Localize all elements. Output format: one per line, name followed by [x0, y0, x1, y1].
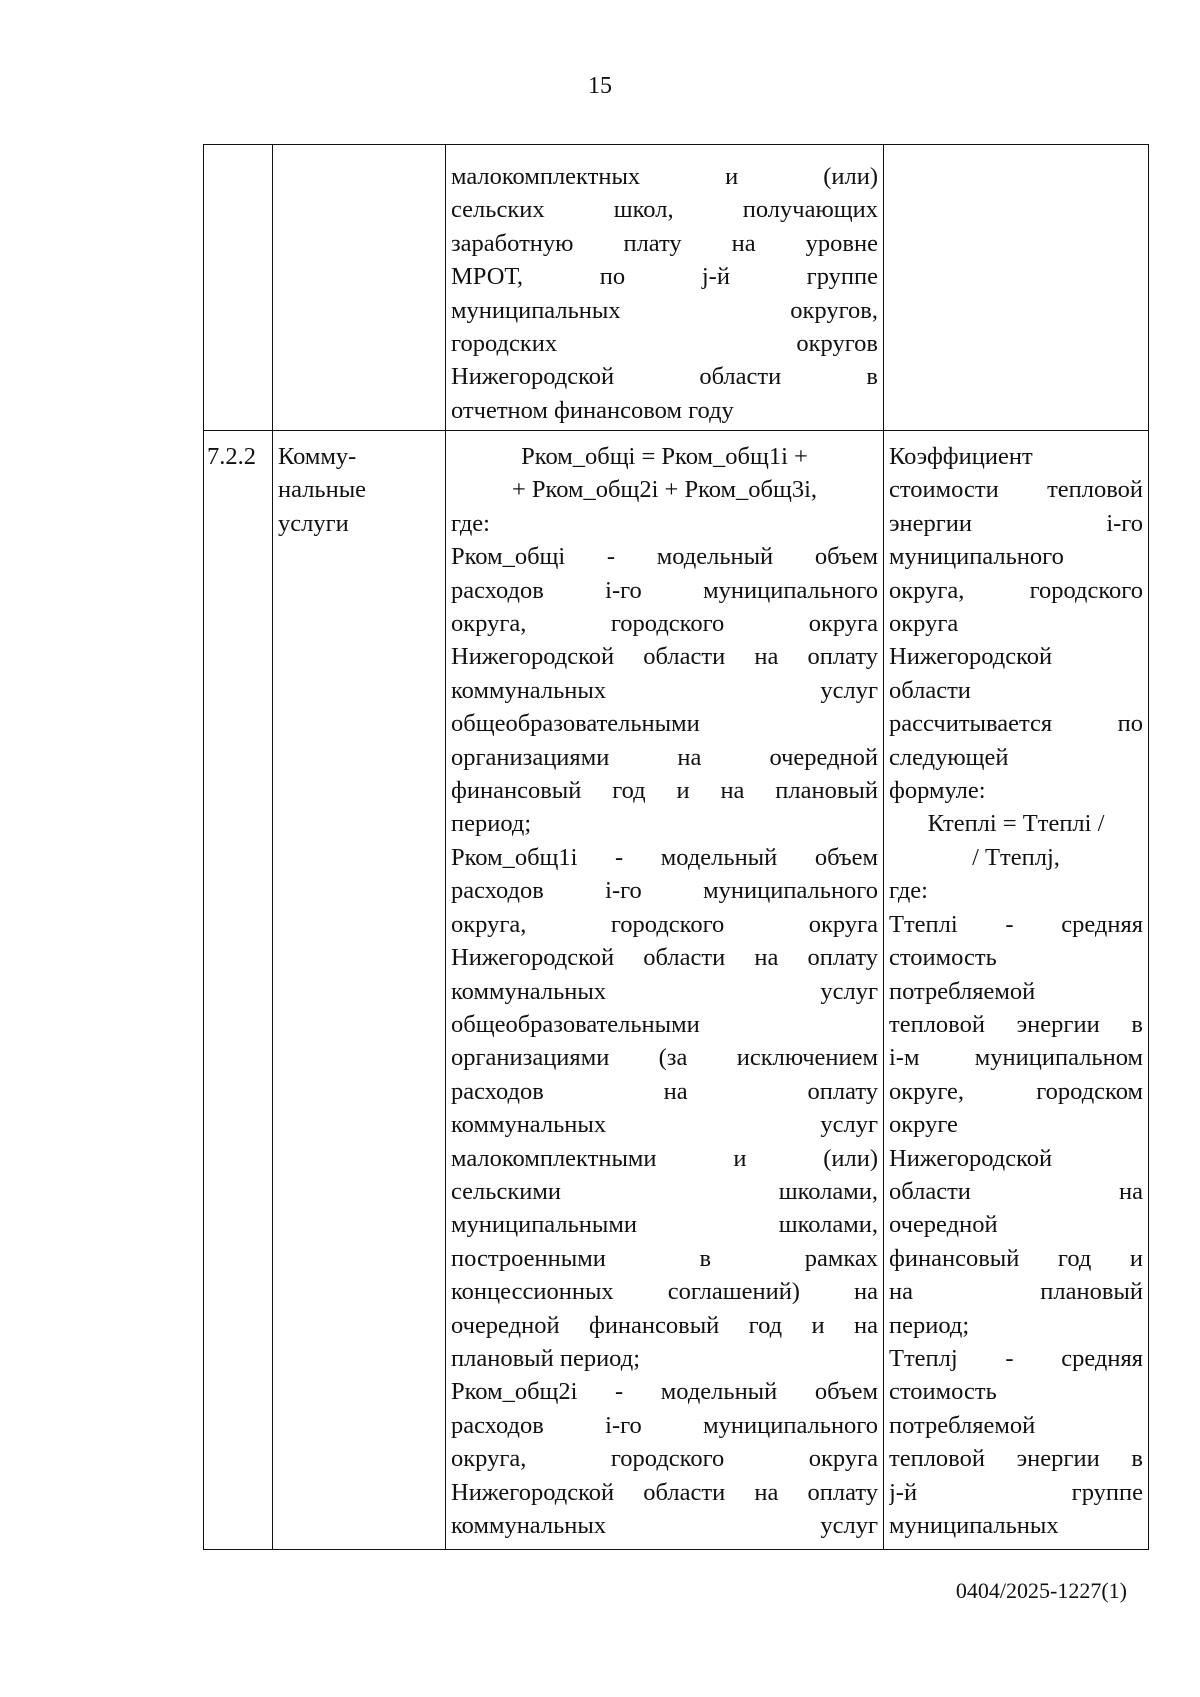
text-line: округа, городского округа: [451, 610, 878, 638]
text-line: округа, городского округа: [451, 1445, 878, 1473]
text-line: потребляемой: [889, 977, 1036, 1005]
table-row-7-2-2: [204, 431, 1149, 1550]
text-line: общеобразовательными: [451, 710, 700, 738]
text-line: малокомплектными и (или): [451, 1144, 878, 1172]
text-line: заработную плату на уровне: [451, 229, 878, 257]
text-line: период;: [451, 810, 532, 838]
description-text: [446, 431, 883, 1542]
description-cell: [446, 145, 884, 431]
text-line: расходов i-го муниципального: [451, 1411, 878, 1439]
text-line: нальные: [278, 476, 367, 504]
text-line: МРОТ, по j-й группе: [451, 263, 878, 291]
text-line: сельских школ, получающих: [451, 196, 878, 224]
text-line: округе, городском: [889, 1077, 1143, 1105]
methodology-table: [203, 144, 1149, 1550]
text-line: муниципальных: [889, 1512, 1059, 1539]
text-line: округе: [889, 1111, 958, 1139]
text-line: организациями (за исключением: [451, 1044, 878, 1072]
text-line: округа, городского округа: [451, 910, 878, 938]
text-line: плановый период;: [451, 1344, 641, 1372]
text-line: формуле:: [889, 777, 986, 805]
text-line: расходов i-го муниципального: [451, 576, 878, 604]
text-line: Ктеплi = Ттеплi /: [927, 810, 1105, 838]
text-line: расходов на оплату: [451, 1077, 878, 1105]
text-line: энергии i-го: [889, 509, 1143, 537]
text-line: области: [889, 676, 971, 704]
text-line: Нижегородской области на оплату: [451, 1478, 878, 1506]
text-line: концессионных соглашений) на: [451, 1278, 878, 1306]
text-line: округа, городского: [889, 576, 1143, 604]
text-line: тепловой энергии в: [889, 1010, 1143, 1038]
text-line: где:: [451, 509, 490, 537]
row-number-cell: [204, 431, 273, 1550]
expense-name-text: [273, 431, 445, 540]
text-line: Рком_общi - модельный объем: [451, 543, 878, 571]
document-code: 0404/2025-1227(1): [955, 1578, 1127, 1603]
text-line: сельскими школами,: [451, 1177, 878, 1205]
text-line: округа: [889, 610, 959, 638]
text-line: коммунальных услуг: [451, 1512, 878, 1539]
row-number-cell: [204, 145, 273, 431]
text-line: Ттеплj - средняя: [889, 1344, 1143, 1372]
text-line: городских округов: [451, 330, 878, 358]
text-line: рассчитывается по: [889, 710, 1143, 738]
text-line: Нижегородской области в: [451, 363, 878, 391]
text-line: Рком_общ2i - модельный объем: [451, 1378, 878, 1406]
text-line: тепловой энергии в: [889, 1445, 1143, 1473]
text-line: Рком_общi = Рком_общ1i +: [521, 443, 808, 470]
text-line: общеобразовательными: [451, 1010, 700, 1038]
coefficient-note-text: [884, 431, 1148, 1542]
text-line: Нижегородской области на оплату: [451, 944, 878, 972]
text-line: стоимость: [889, 1378, 997, 1406]
text-line: Нижегородской: [889, 643, 1053, 671]
expense-name-cell: [273, 431, 446, 1550]
description-text: [446, 145, 883, 427]
description-cell: [446, 431, 884, 1550]
text-line: стоимости тепловой: [889, 476, 1143, 504]
text-line: коммунальных услуг: [451, 1111, 878, 1139]
note-cell: [884, 145, 1149, 431]
row-number: 7.2.2: [207, 443, 256, 470]
text-line: коммунальных услуг: [451, 977, 878, 1005]
text-line: организациями на очередной: [451, 743, 878, 771]
text-line: построенными в рамках: [451, 1244, 878, 1272]
text-line: j-й группе: [889, 1478, 1143, 1506]
table-row-continuation: [204, 145, 1149, 431]
text-line: Ттеплi - средняя: [889, 910, 1143, 938]
page-number: 15: [588, 73, 612, 99]
text-line: Коэффициент: [889, 443, 1033, 470]
text-line: стоимость: [889, 944, 997, 972]
text-line: Рком_общ1i - модельный объем: [451, 843, 878, 871]
text-line: коммунальных услуг: [451, 676, 878, 704]
text-line: финансовый год и: [889, 1244, 1143, 1272]
text-line: где:: [889, 877, 928, 905]
text-line: муниципальными школами,: [451, 1211, 878, 1239]
text-line: расходов i-го муниципального: [451, 877, 878, 905]
text-line: очередной: [889, 1211, 998, 1239]
text-line: Нижегородской области на оплату: [451, 643, 878, 671]
text-line: следующей: [889, 743, 1009, 771]
text-line: очередной финансовый год и на: [451, 1311, 878, 1339]
expense-name-cell: [273, 145, 446, 431]
text-line: потребляемой: [889, 1411, 1036, 1439]
text-line: услуги: [278, 509, 349, 537]
text-line: отчетном финансовом году: [451, 396, 734, 424]
text-line: + Рком_общ2i + Рком_общ3i,: [511, 476, 818, 504]
text-line: период;: [889, 1311, 970, 1339]
text-line: области на: [889, 1177, 1143, 1205]
note-cell: [884, 431, 1149, 1550]
text-line: i-м муниципальном: [889, 1044, 1143, 1072]
text-line: муниципальных округов,: [451, 296, 878, 324]
text-line: Комму-: [278, 443, 357, 470]
text-line: на плановый: [889, 1278, 1143, 1306]
text-line: / Ттеплj,: [972, 843, 1060, 871]
text-line: муниципального: [889, 543, 1064, 571]
text-line: малокомплектных и (или): [451, 163, 878, 190]
text-line: финансовый год и на плановый: [451, 777, 878, 805]
text-line: Нижегородской: [889, 1144, 1053, 1172]
